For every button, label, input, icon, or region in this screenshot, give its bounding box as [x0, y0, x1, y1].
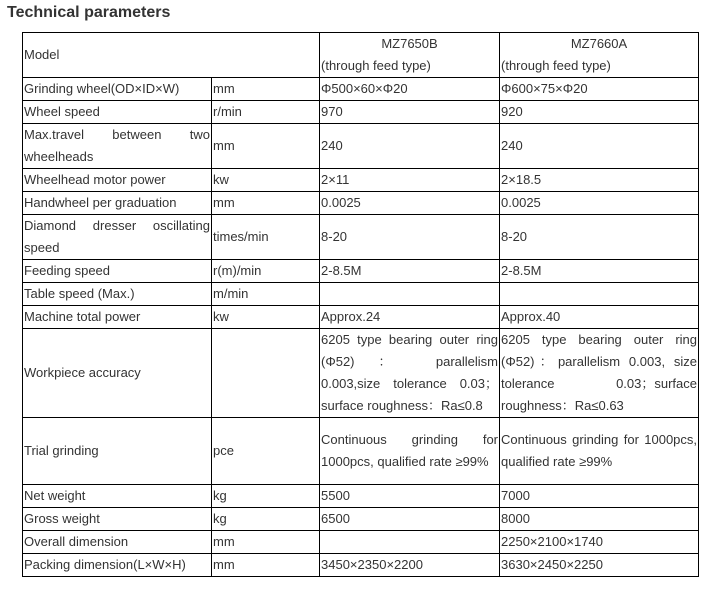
unit-cell: kw: [212, 306, 320, 329]
unit-cell: kw: [212, 169, 320, 192]
param-cell: Feeding speed: [23, 260, 212, 283]
table-row: [23, 78, 699, 101]
table-row: [23, 124, 699, 169]
unit-cell: mm: [212, 554, 320, 577]
param-cell: Machine total power: [23, 306, 212, 329]
table-row: [23, 418, 699, 485]
value-b-cell: 6205 type bearing outer ring (Φ52) ： parallelism 0.003,size tolerance 0.03；surface roughness：Ra≤0.8: [320, 329, 500, 418]
table-row: [23, 531, 699, 554]
unit-cell: m/min: [212, 283, 320, 306]
value-b-cell: Continuous grinding for 1000pcs, qualified rate ≥99%: [320, 418, 500, 485]
header-model-label: Model: [23, 33, 320, 78]
unit-cell: mm: [212, 531, 320, 554]
unit-cell: kg: [212, 508, 320, 531]
param-cell: Table speed (Max.): [23, 283, 212, 306]
header-row: [23, 33, 699, 78]
value-a-cell: 2-8.5M: [500, 260, 699, 283]
model-a-type: (through feed type): [501, 58, 611, 73]
table-row: [23, 554, 699, 577]
model-b-type: (through feed type): [321, 58, 431, 73]
param-cell: Trial grinding: [23, 418, 212, 485]
param-cell: Packing dimension(L×W×H): [23, 554, 212, 577]
value-a-cell: 8-20: [500, 215, 699, 260]
value-a-cell: 0.0025: [500, 192, 699, 215]
value-b-cell: 0.0025: [320, 192, 500, 215]
header-model-a: [500, 33, 699, 78]
table-row: [23, 508, 699, 531]
unit-cell: mm: [212, 192, 320, 215]
page-title: Technical parameters: [7, 4, 171, 21]
param-cell: Overall dimension: [23, 531, 212, 554]
value-a-cell: 2×18.5: [500, 169, 699, 192]
value-b-cell: Φ500×60×Φ20: [320, 78, 500, 101]
value-b-cell: 2-8.5M: [320, 260, 500, 283]
unit-cell: r/min: [212, 101, 320, 124]
unit-cell: [212, 329, 320, 418]
param-cell: Diamond dresser oscillating speed: [23, 215, 212, 260]
header-model-b: [320, 33, 500, 78]
table-row: [23, 101, 699, 124]
value-b-cell: [320, 531, 500, 554]
value-a-cell: 7000: [500, 485, 699, 508]
value-a-cell: Φ600×75×Φ20: [500, 78, 699, 101]
param-cell: Handwheel per graduation: [23, 192, 212, 215]
table-row: [23, 192, 699, 215]
value-b-cell: 6500: [320, 508, 500, 531]
model-a-name: MZ7660A: [570, 36, 628, 51]
unit-cell: pce: [212, 418, 320, 485]
param-cell: Gross weight: [23, 508, 212, 531]
unit-cell: kg: [212, 485, 320, 508]
value-a-cell: 6205 type bearing outer ring (Φ52)：parallelism 0.003, size tolerance 0.03；surface roughness：Ra≤0.63: [500, 329, 699, 418]
table-row: [23, 283, 699, 306]
table-row: [23, 306, 699, 329]
value-a-cell: 8000: [500, 508, 699, 531]
table-row: [23, 485, 699, 508]
unit-cell: r(m)/min: [212, 260, 320, 283]
unit-cell: mm: [212, 78, 320, 101]
value-a-cell: Approx.40: [500, 306, 699, 329]
value-b-cell: Approx.24: [320, 306, 500, 329]
value-a-cell: 3630×2450×2250: [500, 554, 699, 577]
model-b-name: MZ7650B: [381, 36, 438, 51]
table-row: [23, 260, 699, 283]
param-cell: Grinding wheel(OD×ID×W): [23, 78, 212, 101]
technical-parameters-table: [22, 32, 699, 577]
table-row: [23, 215, 699, 260]
param-cell: Net weight: [23, 485, 212, 508]
value-b-cell: 3450×2350×2200: [320, 554, 500, 577]
value-a-cell: 240: [500, 124, 699, 169]
value-b-cell: 970: [320, 101, 500, 124]
value-b-cell: 2×11: [320, 169, 500, 192]
value-b-cell: 240: [320, 124, 500, 169]
value-a-cell: 920: [500, 101, 699, 124]
param-cell: Wheelhead motor power: [23, 169, 212, 192]
value-a-cell: [500, 283, 699, 306]
param-cell: Workpiece accuracy: [23, 329, 212, 418]
table-row: [23, 329, 699, 418]
value-a-cell: Continuous grinding for 1000pcs, qualified rate ≥99%: [500, 418, 699, 485]
value-b-cell: 5500: [320, 485, 500, 508]
value-a-cell: 2250×2100×1740: [500, 531, 699, 554]
unit-cell: times/min: [212, 215, 320, 260]
value-b-cell: [320, 283, 500, 306]
param-cell: Max.travel between two wheelheads: [23, 124, 212, 169]
table-row: [23, 169, 699, 192]
param-cell: Wheel speed: [23, 101, 212, 124]
value-b-cell: 8-20: [320, 215, 500, 260]
unit-cell: mm: [212, 124, 320, 169]
